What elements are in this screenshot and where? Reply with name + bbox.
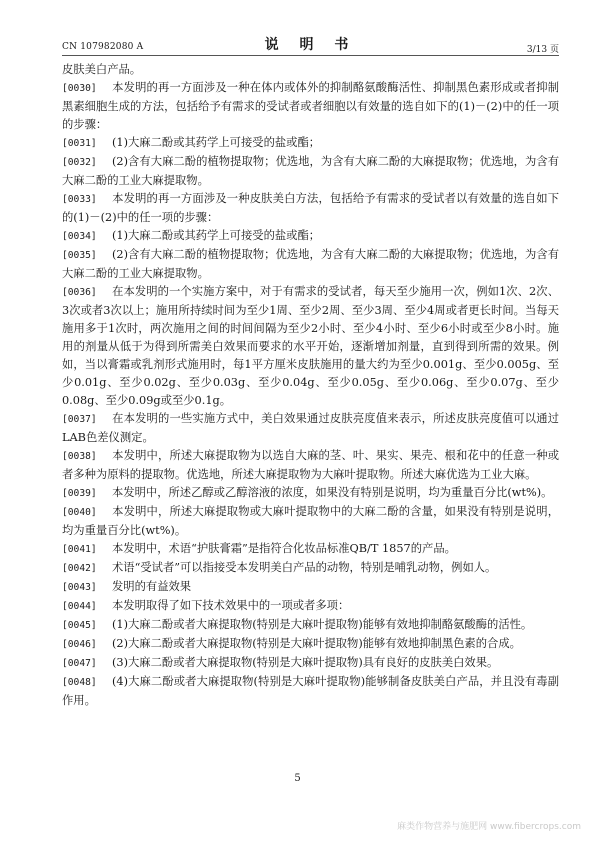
- paragraph: [62, 153, 559, 190]
- paragraph: [62, 79, 559, 134]
- paragraph-text: 本发明中，所述乙醇或乙醇溶液的浓度，如果没有特别是说明，均为重量百分比(wt%)。: [112, 486, 553, 499]
- paragraph-text: (2)含有大麻二酚的植物提取物；优选地，为含有大麻二酚的大麻提取物；优选地，为含有大麻二酚的工业大麻提取物。: [62, 248, 559, 280]
- paragraph: [62, 447, 559, 484]
- watermark-line-2: www.fibercrops.com: [490, 822, 581, 832]
- paragraph-text: 发明的有益效果: [112, 580, 192, 593]
- paragraph: [62, 283, 559, 410]
- paragraph: [62, 410, 559, 447]
- paragraph: [62, 190, 559, 227]
- paragraph-text: (1)大麻二酚或其药学上可接受的盐或酯；: [112, 229, 321, 242]
- paragraph-text: (2)含有大麻二酚的植物提取物；优选地，为含有大麻二酚的大麻提取物；优选地，为含有大麻二酚的工业大麻提取物。: [62, 155, 559, 187]
- paragraph-number: [0036]: [62, 287, 97, 298]
- page-title: 说 明 书: [264, 37, 357, 53]
- paragraph-text: (1)大麻二酚或其药学上可接受的盐或酯；: [112, 136, 321, 149]
- watermark-line-1: 麻类作物营养与施肥网: [397, 822, 488, 832]
- paragraph-number: [0043]: [62, 582, 97, 593]
- paragraph: [62, 227, 559, 246]
- paragraph-number: [0030]: [62, 83, 97, 94]
- paragraph-number: [0040]: [62, 507, 97, 518]
- page-number: 5: [294, 773, 301, 784]
- paragraph: [62, 616, 559, 635]
- paragraph: [62, 484, 559, 503]
- document-body: [62, 61, 559, 710]
- paragraph-number: [0034]: [62, 231, 97, 242]
- paragraph-number: [0044]: [62, 601, 97, 612]
- paragraph-text: (1)大麻二酚或者大麻提取物(特别是大麻叶提取物)能够有效地抑制酪氨酸酶的活性。: [112, 618, 533, 631]
- paragraph: [62, 578, 559, 597]
- paragraph-number: [0035]: [62, 250, 97, 261]
- paragraph-text: (4)大麻二酚或者大麻提取物(特别是大麻叶提取物)能够制备皮肤美白产品，并且没有毒副作用。: [62, 675, 559, 707]
- paragraph-number: [0038]: [62, 451, 97, 462]
- paragraph: [62, 597, 559, 616]
- paragraph-text: 本发明中，术语“护肤膏霜”是指符合化妆品标准QB/T 1857的产品。: [112, 542, 456, 555]
- header-divider: [62, 55, 559, 56]
- paragraph-text: 本发明中，所述大麻提取物或大麻叶提取物中的大麻二酚的含量，如果没有特别是说明，均为重量百分比(wt%)。: [62, 505, 559, 537]
- paragraph: [62, 635, 559, 654]
- paragraph: [62, 559, 559, 578]
- paragraph: [62, 134, 559, 153]
- paragraph: [62, 540, 559, 559]
- paragraph: [62, 673, 559, 710]
- paragraph-text: 本发明中，所述大麻提取物为以选自大麻的茎、叶、果实、果壳、根和花中的任意一种或者多种为原料的提取物。优选地，所述大麻提取物为大麻叶提取物。所述大麻优选为工业大麻。: [62, 449, 559, 481]
- paragraph-text: 本发明的再一方面涉及一种在体内或体外的抑制酪氨酸酶活性、抑制黑色素形成或者抑制黑素细胞生成的方法，包括给予有需求的受试者或者细胞以有效量的选自如下的(1)－(2)中的任一项的步骤：: [62, 81, 559, 131]
- page-counter: 3/13 页: [526, 45, 559, 55]
- paragraph-number: [0045]: [62, 620, 97, 631]
- paragraph-number: [0031]: [62, 138, 97, 149]
- patent-number: CN 107982080 A: [62, 42, 144, 52]
- paragraph-text: 在本发明的一个实施方案中，对于有需求的受试者，每天至少施用一次，例如1次、2次、3次或者3次以上；施用所持续时间为至少1周、至少2周、至少3周、至少4周或者更长时间。当每天施用多于1次时，两次施用之间的时间间隔为至少2小时、至少4小时、至少6小时或至少8小时。施用的剂量从低于为得到所需美白效果而要求的水平开始，逐渐增加剂量，直到得到所需的效果。例如，当以膏霜或乳剂形式施用时，每1平方厘米皮肤施用的量大约为至少0.001g、至少0.005g、至少0.01g、至少0.02g、至少0.03g、至少0.04g、至少0.05g、至少0.06g、至少0.07g、至少0.08g、至少0.09g或至少0.1g。: [62, 285, 559, 407]
- paragraph: [62, 654, 559, 673]
- watermark: [397, 822, 581, 833]
- paragraph-number: [0039]: [62, 488, 97, 499]
- paragraph-text: 在本发明的一些实施方式中，美白效果通过皮肤亮度值来表示，所述皮肤亮度值可以通过LAB色差仪测定。: [62, 412, 559, 444]
- paragraph-number: [0037]: [62, 414, 97, 425]
- paragraph-number: [0048]: [62, 677, 97, 688]
- lead-text: 皮肤美白产品。: [62, 63, 142, 76]
- paragraph-number: [0032]: [62, 157, 97, 168]
- paragraph-number: [0042]: [62, 563, 97, 574]
- paragraph-text: 术语“受试者”可以指接受本发明美白产品的动物，特别是哺乳动物，例如人。: [112, 561, 497, 574]
- paragraph-number: [0047]: [62, 658, 97, 669]
- paragraph: [62, 503, 559, 540]
- document-header: [62, 32, 559, 54]
- paragraph-number: [0041]: [62, 544, 97, 555]
- paragraph-text: 本发明的再一方面涉及一种皮肤美白方法，包括给予有需求的受试者以有效量的选自如下的(1)－(2)中的任一项的步骤：: [62, 192, 559, 224]
- paragraph-text: 本发明取得了如下技术效果中的一项或者多项：: [112, 599, 350, 612]
- paragraph-text: (2)大麻二酚或者大麻提取物(特别是大麻叶提取物)能够有效地抑制黑色素的合成。: [112, 637, 521, 650]
- paragraph-list: [62, 79, 559, 710]
- paragraph-number: [0046]: [62, 639, 97, 650]
- paragraph-text: (3)大麻二酚或者大麻提取物(特别是大麻叶提取物)具有良好的皮肤美白效果。: [112, 656, 499, 669]
- paragraph: [62, 246, 559, 283]
- paragraph-number: [0033]: [62, 194, 97, 205]
